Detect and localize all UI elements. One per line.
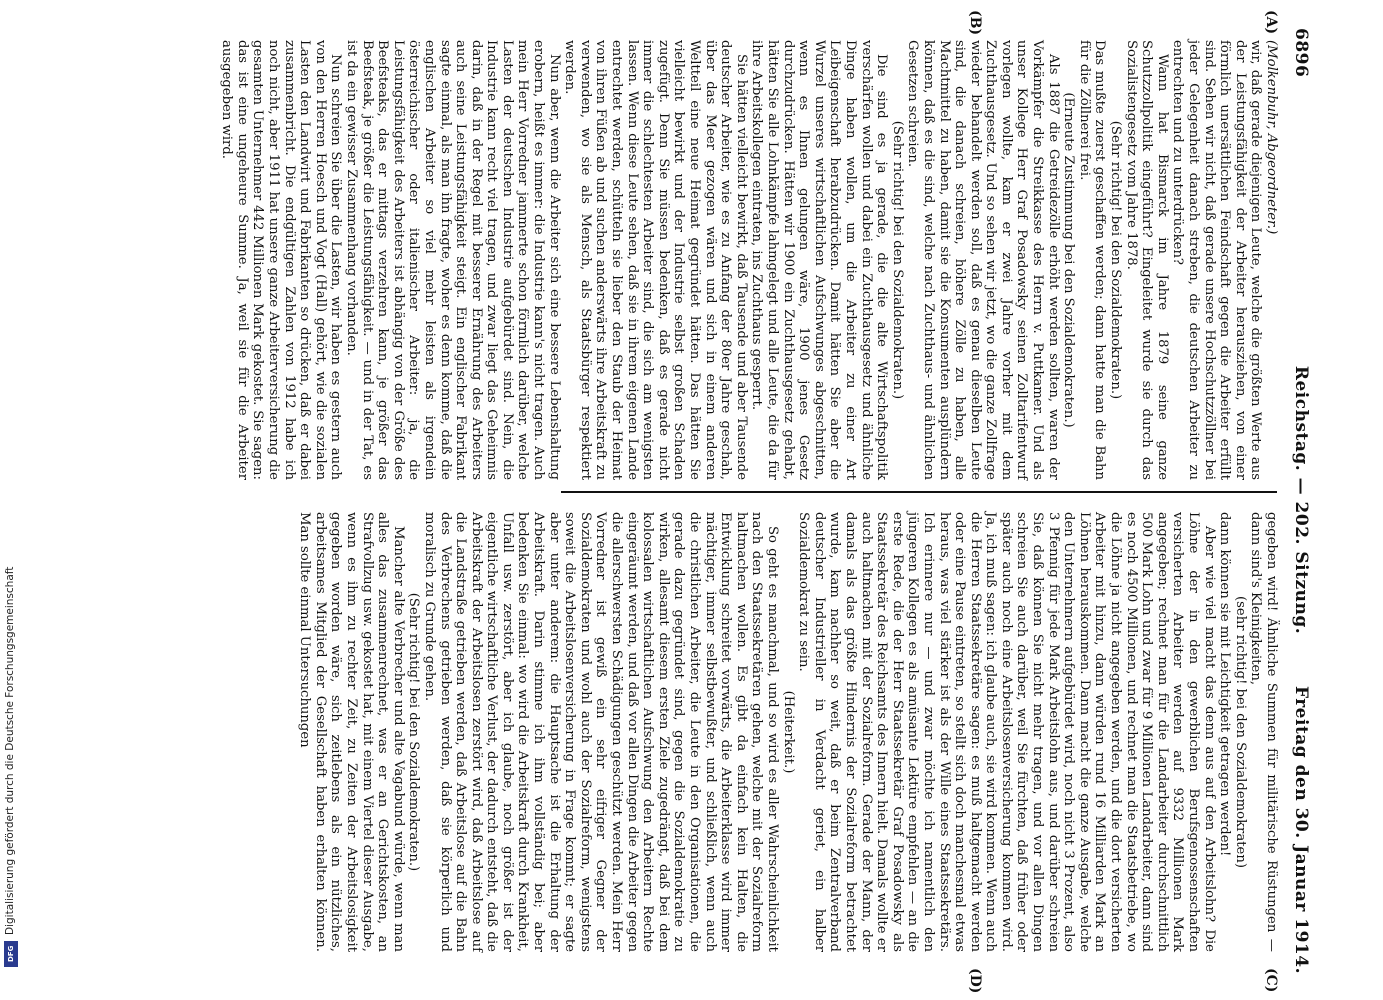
paragraph: dann können sie mit Leichtigkeit getragen werden! [1217,512,1233,857]
paragraph: wir, daß gerade diejenigen Leute, welche die größten Werte aus der Leistungsfähigkeit der Arbeiter herausziehen, von einer förmlich unersättlichen Feindschaft gegen die Arbeiter erfüllt sind. Sehen wir nicht, daß gerade unsere Hochschutzzöllner bei jeder Gelegenheit danach streben, die deutschen Arbeiter zu entrechten und zu unterdrücken? [1170,40,1264,480]
header-title: Reichstag. — 202. Sitzung. [1291,365,1311,635]
remark-line: (Heiterkeit.) [780,690,796,774]
paragraph: Aber wie viel macht das denn aus auf den Arbeitslohn? Die Löhne der in den gewerblichen Berufsgenossenschaften versicherten Arbeiter werden auf 9332 Millionen Mark angegeben; rechnet man für die Landarbeiter durchschnittlich 500 Mark Lohn und zwar für 9 Millionen Landarbeiter, dann sind es noch 4500 Millionen, und rechnet man die Staatsbetriebe, wo die Löhne ja nicht angegeben werden, und die dort versicherten Arbeiter mit hinzu, dann würden rund 16 Milliarden Mark an Löhnen herauskommen. Dann macht die ganze Ausgabe, welche den Unternehmern aufgebürdet wird, noch nicht 3 Prozent, also 3 Pfennig für jede Mark Arbeitslohn aus, und darüber schreien Sie, daß können Sie nicht mehr tragen, und vor allen Dingen schreien Sie auch darüber, weil Sie fürchten, daß früher oder später auch noch eine Arbeitslosenversicherung kommen wird. Ja, ich muß sagen: ich glaube auch, sie wird kommen. Wenn auch die Herren Staatssekretäre sagen: es muß haltgemacht werden oder eine Pause eintreten, so stellt sich doch manchesmal etwas heraus, was viel stärker ist als der Wille eines Staatssekretärs. Ich erinnere nur — und zwar möchte ich namentlich den jüngeren Kollegen es als amüsante Lektüre empfehlen — an die erste Rede, die der Herr Staatssekretär Graf Posadowsky als Staatssekretär des Reichsamts des Innern hielt. Damals wollte er auch haltmachen mit der Sozialreform. Gerade der Mann, der damals als das größte Hindernis der Sozialreform betrachtet wurde, kam nachher so weit, daß er beim Zentralverband deutscher Industrieller in Verdacht geriet, ein halber Sozialdemokrat zu sein. [796,512,1217,952]
margin-mark-b: (B) [967,10,983,36]
paragraph: Sie hätten vielleicht bewirkt, daß Tausende und aber Tausende deutscher Arbeiter, wie es zu Anfang der 80er Jahre geschah, über das Meer gezogen wären und sich in einem anderen Weltteil eine neue Heimat gegründet hätten. Das hätten Sie vielleicht bewirkt und der Industrie selbst großen Schaden zugefügt. Denn Sie müssen bedenken, daß es gerade nicht immer die schlechtesten Arbeiter sind, die sich am wenigsten lassen. Wenn diese Leute sehen, daß sie in ihrem eigenen Lande entrechtet werden, schütteln sie lieber den Staub der Heimat von ihren Füßen ab und suchen anderswärts ihre Arbeitskraft zu verwenden, wo sie als Mensch, als Staatsbürger respektiert werden. [562,40,749,480]
speaker-line: (Molkenbuhr, Abgeordneter.) [1264,40,1279,235]
paragraph: Wann hat Bismarck im Jahre 1879 seine ganze Schutzzollpolitik eingeführt? Eingeleitet wurde sie durch das Sozialistengesetz vom Jahre 1878. [1123,40,1170,480]
margin-mark-a: (A) [1263,10,1279,35]
remark-line: (Sehr richtig! bei den Sozialdemokraten.) [1108,120,1124,400]
margin-mark-c: (C) [1263,968,1279,993]
paragraph: Das mußte zuerst geschaffen werden; dann hatte man die Bahn für die Zöllnerei frei. [1076,40,1108,480]
paragraph: Als 1887 die Getreidezölle erhöht werden sollten, waren der Vorkämpfer die Streikkasse des Herrn v. Puttkamer. Und als unser Kollege Herr Graf Posadowsky seinen Zolltarifentwurf vorlegen wollte, kam er zwei Jahre vorher mit dem Zuchthausgesetz. Und so sehen wir jetzt, wo die ganze Zollfrage wieder behandelt werden soll, daß es genau dieselben Leute sind, die danach schreien, höhere Zölle zu haben, alle Machtmittel zu haben, damit sie die Konsumenten ausplündern können, daß es die sind, welche nach Zuchthaus- und ähnlichen Gesetzen schreien. [905,40,1061,480]
digitization-credit [4,566,18,975]
header-date: Freitag den 30. Januar 1914. [1291,685,1311,974]
left-text-column [219,40,1279,480]
page-number: 6896 [1291,28,1311,78]
digitization-credit-text: Digitalisierung gefördert durch die Deutsche Forschungsgemeinschaft [4,566,16,935]
remark-line: (sehr richtig! bei den Sozialdemokraten) [1232,596,1248,868]
paragraph: Die sind es ja gerade, die die alte Wirtschaftspolitik verschärfen wollen und dabei ein Zuchthausgesetz und ähnliche Dinge haben wollen, um die Arbeiter zu einer Art Leibeigenschaft herabzudrücken. Damit hätten Sie aber die Wurzel unseres wirtschaftlichen Aufschwunges abgeschnitten, wenn es Ihnen gelungen wäre, 1900 jenes Gesetz durchzudrücken. Hätten wir 1900 ein Zuchthausgesetz gehabt, hätten Sie alle Lohnkämpfe lahmgelegt und alle Leute, die da für ihre Arbeitskollegen eintraten, ins Zuchthaus gesperrt. [749,40,890,480]
remark-line: (Sehr richtig! bei den Sozialdemokraten.) [406,592,422,872]
remark-line: (Sehr richtig! bei den Sozialdemokraten.) [889,120,905,400]
paragraph: So geht es manchmal, und so wird es aller Wahrscheinlichkeit nach den Staatssekretären gehen, welche mit der Sozialreform haltmachen wollen. Es gibt da einfach kein Halten, die Entwicklung schreitet vorwärts, die Arbeiterklasse wird immer mächtiger, immer selbstbewußter, und schließlich, wenn auch die christlichen Arbeiter, die Leute in den Organisationen, die gerade dazu gegründet sind, gegen die Sozialdemokratie zu wirken, allesamt diesem ersten Ziele zugedrängt, daß bei dem kolossalen wirtschaftlichen Aufschwung den Arbeitern Rechte eingeräumt werden, und daß vor allen Dingen die Arbeiter gegen die allerschwersten Schädigungen geschützt werden. Mein Herr Vorredner ist gewiß ein sehr eifriger Gegner der Sozialdemokraten und wohl auch der Sozialreform, wenigstens soweit die Arbeitslosenversicherung in Frage kommt; er sagte aber unter anderem: die Hauptsache ist die Erhaltung der Arbeitskraft. Darin stimme ich ihm vollständig bei; aber bedenken Sie einmal: wo wird die Arbeitskraft durch Krankheit, Unfall usw. zerstört, aber ich glaube, noch größer ist der eigentliche wirtschaftliche Verlust, der dadurch entsteht, daß die Arbeitskraft der Arbeitslosen zerstört wird, daß Arbeitslose auf die Landstraße getrieben werden, daß Arbeitslose auf die Bahn des Verbrechens getrieben werden, daß sie körperlich und moralisch zu Grunde gehen. [421,512,780,952]
column-divider [561,491,1277,493]
paragraph: Nun aber, wenn die Arbeiter sich eine bessere Lebenshaltung erobern, heißt es immer: die Industrie kann's nicht tragen. Auch mein Herr Vorredner jammerte schon förmlich darüber, welche Lasten der deutschen Industrie aufgebürdet sind. Nein, die Industrie kann recht viel tragen, und zwar liegt das Geheimnis darin, daß in der Regel mit besserer Ernährung des Arbeiters auch seine Leistungsfähigkeit steigt. Ein englischer Fabrikant sagte einmal, als man ihn fragte, woher es denn komme, daß die englischen Arbeiter so viel mehr leisten als irgendein österreichischer oder italienischer Arbeiter: ja, die Leistungsfähigkeit des Arbeiters ist abhängig von der Größe des Beefsteaks, das er mittags verzehren kann, je größer das Beefsteak, je größer die Leistungsfähigkeit. — und in der Tat, es ist da ein gewisser Zusammenhang vorhanden. [343,40,562,480]
margin-mark-d: (D) [967,968,983,994]
remark-line: (Erneute Zustimmung bei den Sozialdemokraten.) [1061,92,1077,428]
page-header [1285,20,1315,980]
paragraph: Mancher alte Verbrecher und alte Vagabund würde, wenn man alles das zusammenrechnet, was er an Gerichtskosten, an Strafvollzug usw. gekostet hat, mit einem Viertel dieser Ausgabe, wenn es ihm zu rechter Zeit, zu Zeiten der Arbeitslosigkeit gegeben worden wäre, sich zeitlebens als ein nützliches, arbeitsames Mitglied der Gesellschaft haben erhalten können. Man sollte einmal Untersuchungen [297,512,406,952]
paragraph: Nun schreien Sie über die Lasten, wir haben es gestern auch von den Herren Hoesch und Vogt (Hall) gehört, wie die sozialen Lasten den Landwirt und Fabrikanten so drücken, daß er dabei zusammenbricht. Die endgültigen Zahlen von 1912 habe ich noch nicht, aber 1911 hat unsere ganze Arbeiterversicherung die gesamten Unternehmer 442 Millionen Mark gekostet. Sie sagen: das ist eine ungeheure Summe. Ja, weil sie für die Arbeiter ausgegeben wird. [219,40,344,480]
right-text-column [297,512,1279,952]
paragraph: gegeben wird! Ähnliche Summen für militärische Rüstungen — dann sind's Kleinigkeiten, [1248,512,1279,952]
dfg-logo: DFG [4,941,18,967]
